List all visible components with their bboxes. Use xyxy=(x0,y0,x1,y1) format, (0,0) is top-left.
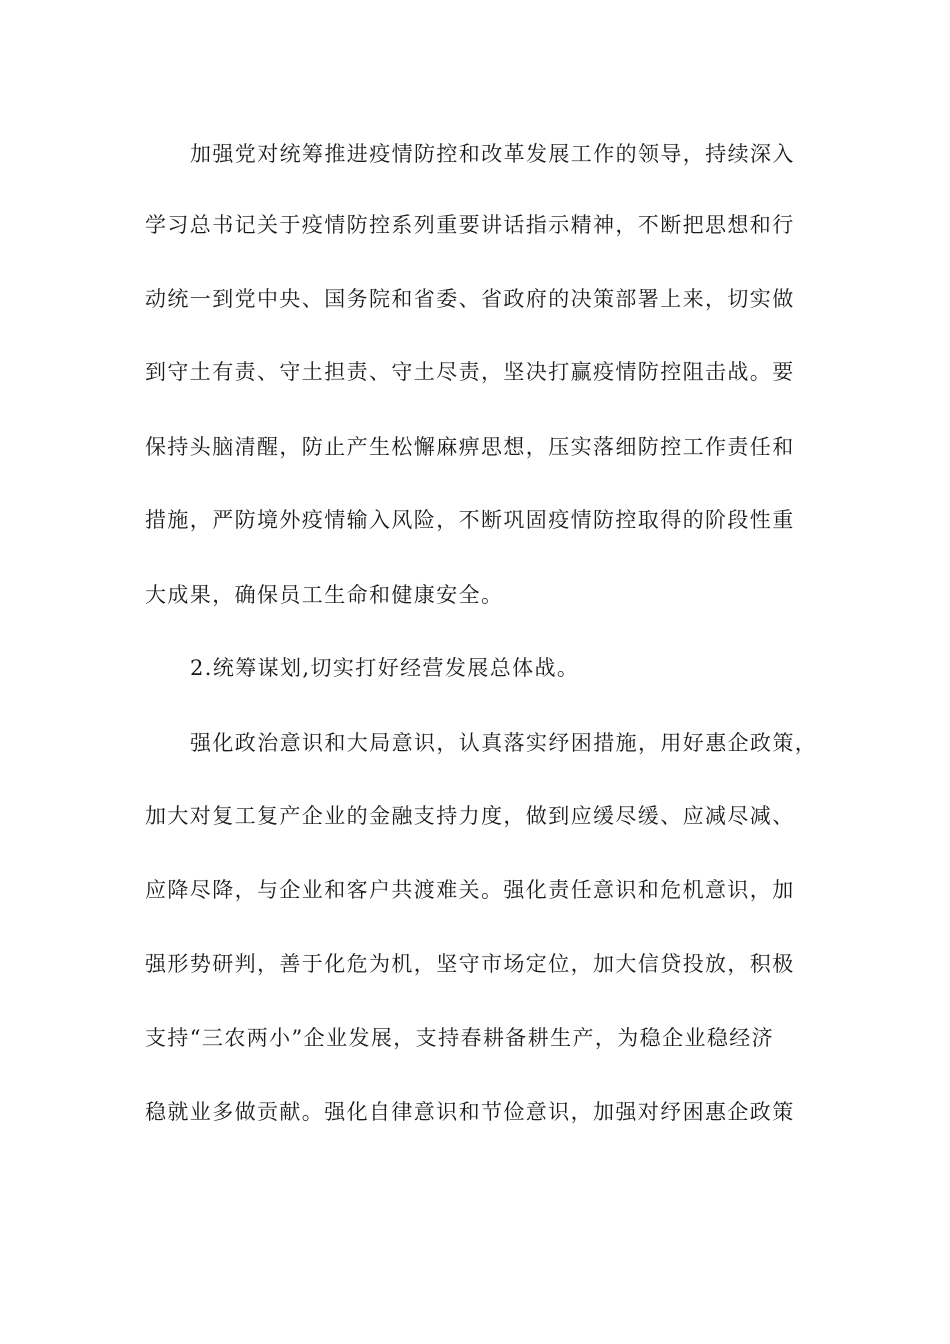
paragraph-1-line-2: 学习总书记关于疫情防控系列重要讲话指示精神，不断把思想和行 xyxy=(145,213,795,237)
paragraph-1-line-4: 到守土有责、守土担责、守土尽责，坚决打赢疫情防控阻击战。要 xyxy=(145,360,795,384)
paragraph-2-line-1: 强化政治意识和大局意识，认真落实纾困措施，用好惠企政策， xyxy=(190,731,818,755)
paragraph-1-line-6: 措施，严防境外疫情输入风险，不断巩固疫情防控取得的阶段性重 xyxy=(145,508,795,532)
paragraph-2-line-4: 强形势研判，善于化危为机，坚守市场定位，加大信贷投放，积极 xyxy=(145,952,795,976)
paragraph-2-line-5: 支持“三农两小”企业发展，支持春耕备耕生产，为稳企业稳经济 xyxy=(145,1026,775,1050)
paragraph-1-line-5: 保持头脑清醒，防止产生松懈麻痹思想，压实落细防控工作责任和 xyxy=(145,435,795,459)
section-heading: 2.统筹谋划,切实打好经营发展总体战。 xyxy=(190,656,580,680)
paragraph-1-line-3: 动统一到党中央、国务院和省委、省政府的决策部署上来，切实做 xyxy=(145,287,795,311)
paragraph-2-line-6: 稳就业多做贡献。强化自律意识和节俭意识，加强对纾困惠企政策 xyxy=(145,1100,795,1124)
paragraph-1-line-1: 加强党对统筹推进疫情防控和改革发展工作的领导，持续深入 xyxy=(190,142,795,166)
paragraph-2-line-3: 应降尽降，与企业和客户共渡难关。强化责任意识和危机意识，加 xyxy=(145,878,795,902)
paragraph-1-line-7: 大成果，确保员工生命和健康安全。 xyxy=(145,583,504,607)
paragraph-2-line-2: 加大对复工复产企业的金融支持力度，做到应缓尽缓、应减尽减、 xyxy=(145,804,795,828)
